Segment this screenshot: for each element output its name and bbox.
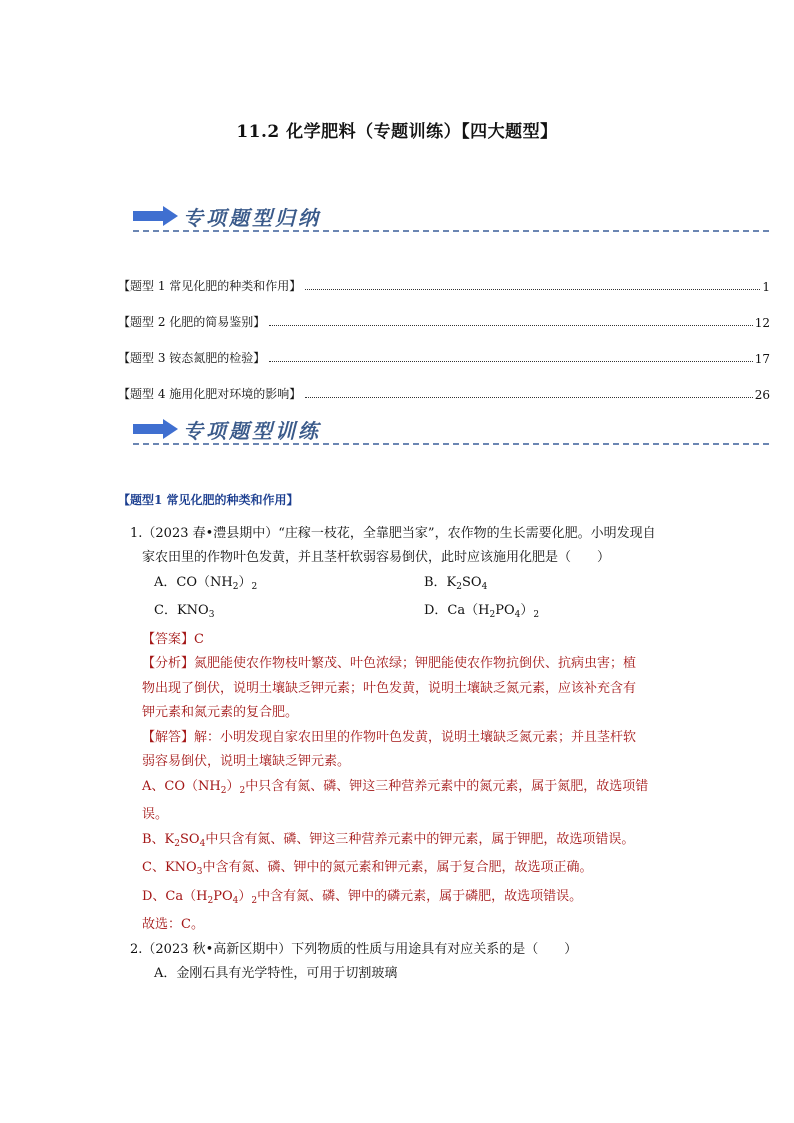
toc-item[interactable]: 【题型 3 铵态氮肥的检验】 17: [118, 351, 770, 366]
question-2: 2.（2023 秋•高新区期中）下列物质的性质与用途具有对应关系的是（ ） A．金刚石具有光学特性，可用于切割玻璃: [118, 938, 678, 987]
final-choice: 故选：C。: [142, 917, 204, 932]
answer: 【答案】C: [142, 631, 204, 647]
training-banner-label: 专项题型训练: [183, 419, 321, 443]
options: [118, 571, 678, 628]
toc-item[interactable]: 【题型 2 化肥的简易鉴别】 12: [118, 315, 770, 330]
analysis: 【分析】氮肥能使农作物枝叶繁茂、叶色浓绿；钾肥能使农作物抗倒伏、抗病虫害；植: [142, 656, 637, 671]
solution: 【解答】解：小明发现自家农田里的作物叶色发黄，说明土壤缺乏氮元素；并且茎杆软: [142, 729, 637, 745]
summary-banner: [133, 200, 769, 234]
option-b: B．$K_2SO_4$: [424, 574, 488, 592]
banner-divider: [133, 443, 769, 445]
solution-c: C、$KNO_3$中含有氮、磷、钾中的氮元素和钾元素，属于复合肥，故选项正确。: [142, 860, 593, 877]
question-1: 1.（2023 春•澧县期中）“庄稼一枝花，全靠肥当家”，农作物的生长需要化肥。小明发现自 家农田里的作物叶色发黄，并且茎杆软弱容易倒伏，此时应该施用化肥是（ ） A．$CO(NH_2)_2$ B．$K_2SO_4$ C．$KNO_3$ D．$Ca(H_2PO_4)_2$ 【答案】C 【分析】氮肥能使农作物枝叶繁茂、叶色浓绿；钾肥能使农作物抗倒伏、抗病虫害；植 物出现了倒伏，说明土壤缺乏钾元素；叶色发黄，说明土壤缺乏氮元素，应该补充含有 钾元素和氮元素的复合肥。 【解答】解：小明发现自家农田里的作物叶色发黄，说明土壤缺乏氮元素；并且茎杆软 弱容易倒伏，说明土壤缺乏钾元素。 A、$CO(NH_2)_2$中只含有氮、磷、钾这三种营养元素中的氮元素，属于氮肥，故选项错 误。 B、$K_2SO_4$中只含有氮、磷、钾这三种营养元素中的钾元素，属于钾肥，故选项错误。 C、$KNO_3$中含有氮、磷、钾中的氮元素和钾元素，属于复合肥，故选项正确。 D、$Ca(H_2PO_4)_2$中含有氮、磷、钾中的磷元素，属于磷肥，故选项错误。 故选：C。: [118, 522, 678, 938]
banner-divider: [133, 230, 769, 232]
option-a: A．金刚石具有光学特性，可用于切割玻璃: [154, 966, 398, 981]
option-a: A．$CO(NH_2)_2$: [154, 574, 258, 592]
arrow-icon: [133, 206, 179, 226]
table-of-contents: [118, 258, 770, 402]
solution-d: D、$Ca(H_2PO_4)_2$中含有氮、磷、钾中的磷元素，属于磷肥，故选项错误。: [142, 888, 583, 906]
option-c: C．$KNO_3$: [154, 603, 215, 620]
training-banner: [133, 413, 769, 447]
options: [118, 962, 678, 987]
toc-item[interactable]: 【题型 1 常见化肥的种类和作用】 1: [118, 279, 770, 294]
section-heading: 【题型1 常见化肥的种类和作用】: [118, 493, 299, 507]
solution-a: A、$CO(NH_2)_2$中只含有氮、磷、钾这三种营养元素中的氮元素，属于氮肥，故选项错: [142, 778, 649, 796]
arrow-icon: [133, 419, 179, 439]
toc-item[interactable]: 【题型 4 施用化肥对环境的影响】 26: [118, 387, 770, 402]
page-title: 11.2 化学肥料（专题训练）【四大题型】: [236, 122, 558, 142]
question-content: [118, 488, 678, 987]
summary-banner-label: 专项题型归纳: [183, 206, 321, 230]
solution-b: B、$K_2SO_4$中只含有氮、磷、钾这三种营养元素中的钾元素，属于钾肥，故选项错误。: [142, 831, 635, 849]
option-d: D．$Ca(H_2PO_4)_2$: [424, 603, 540, 620]
